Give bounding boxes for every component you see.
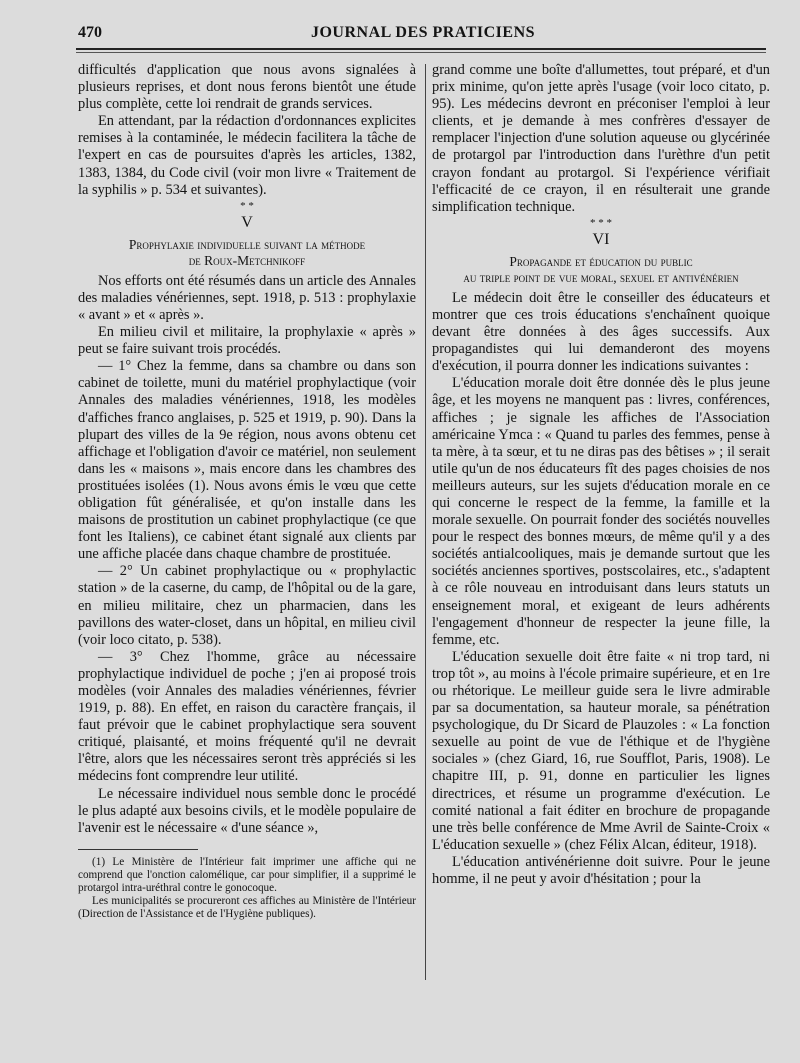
paragraph: Le nécessaire individuel nous semble donc le procédé le plus adapté aux besoins civils, et le modèle populaire de l'avenir est le nécessaire « d'une séance », xyxy=(78,785,416,836)
page-number: 470 xyxy=(78,24,102,41)
paragraph: En attendant, par la rédaction d'ordonnances explicites remises à la contaminée, le médecin facilitera la tâche de l'expert en cas de poursuites d'après les articles, 1382, 1383, 1384, du Code civil (voir mon livre « Traitement de la syphilis » p. 534 et suivantes). xyxy=(78,113,416,198)
paragraph: L'éducation antivénérienne doit suivre. Pour le jeune homme, il ne peut y avoir d'hésitation ; pour la xyxy=(432,853,770,888)
section-title-line-2: de Roux-Metchnikoff xyxy=(188,252,306,268)
column-divider xyxy=(425,64,426,980)
section-number: VI xyxy=(592,230,610,248)
section-title xyxy=(432,254,770,286)
paragraph: Nos efforts ont été résumés dans un article des Annales des maladies vénériennes, sept. 1918, p. 513 : prophylaxie « avant » et « après ». xyxy=(78,272,416,323)
section-stars: * * xyxy=(240,199,254,212)
journal-title: JOURNAL DES PRATICIENS xyxy=(310,24,536,41)
section-title-line-1: Propagande et éducation du public xyxy=(509,253,693,269)
footnote-text: (1) Le Ministère de l'Intérieur fait imprimer une affiche qui ne comprend que l'onction calomélique, car pour simplifier, il a supprimé le protargol intra-uréthral contre le gonocoque. xyxy=(78,855,416,894)
paragraph: L'éducation morale doit être donnée dès le plus jeune âge, et les moyens ne manquent pas : livres, conférences, affiches ; je signale les affiches de l'Association américaine Ymca : « Quand tu parles des femmes, pense à ta mère, à ta sœur, et tu ne diras pas des bêtises » ; il serait utile qu'un de nos éducateurs fît des pages choisies de nos meilleurs auteurs, sur les sujets d'éducation morale en ce qui concerne le respect de la femme, la famille et la morale sexuelle. On pourrait fonder des sociétés nouvelles pour le respect des bonnes mœurs, de même qu'il y a des sociétés antialcooliques, mais je demande surtout que les sociétés anciennes sportives, postscolaires, etc., s'adaptent à ce rôle nouveau en introduisant dans leurs statuts un enseignement moral, et exigeant de leurs adhérents l'engagement d'honneur de respecter la jeune fille, la femme, etc. xyxy=(432,375,770,648)
paragraph: difficultés d'application que nous avons signalées à plusieurs reprises, et dont nous ferons bientôt une étude plus complète, cette loi rendrait de grands services. xyxy=(78,62,416,113)
header-rule xyxy=(76,48,766,50)
paragraph: Le médecin doit être le conseiller des éducateurs et montrer que ces trois éducations s'enchaînent quoique devant être données à des âges successifs. Aux propagandistes qui lui demanderont des moyens d'exécution, il pourra donner les indications suivantes : xyxy=(432,289,770,375)
paragraph: En milieu civil et militaire, la prophylaxie « après » peut se faire suivant trois procédés. xyxy=(78,324,416,358)
paragraph: — 1° Chez la femme, dans sa chambre ou dans son cabinet de toilette, muni du matériel prophylactique (voir Annales des maladies vénériennes, 1918, les modèles d'affiches franco anglaises, p. 525 et 1919, p. 90). Dans la plupart des villes de la 9e région, nous avons obtenu cet affichage et l'obligation d'avoir ce matériel, non seulement dans les « maisons », mais encore dans les chambres des prostituées isolées (1). Nous avons émis le vœu que cette obligation fût généralisée, et qu'on installe dans les maisons de prostitution un cabinet prophylactique (ce que font les Italiens), ce cabinet étant signalé aux clients par une affiche placée dans chaque chambre de prostituée. xyxy=(78,358,416,563)
paragraph: — 2° Un cabinet prophylactique ou « prophylactic station » de la caserne, du camp, de l'hôpital ou de la gare, en milieu militaire, chez un pharmacien, dans les pavillons des water-closet, dans un hôpital, en milieu civil (voir loco citato, p. 538). xyxy=(78,563,416,648)
left-column xyxy=(78,62,416,921)
paragraph: — 3° Chez l'homme, grâce au nécessaire prophylactique individuel de poche ; j'en ai proposé trois modèles (voir Annales des maladies vénériennes, février 1919, p. 88). En effet, en raison du caractère français, il faut prévoir que le cabinet prophylactique sera souvent critiqué, plaisanté, et moins fréquenté qu'il ne devrait l'être, alors que les nécessaires seront très appréciés si les médecins font comprendre leur utilité. xyxy=(78,648,416,785)
header-rule-thin xyxy=(76,52,766,53)
section-stars: * * * xyxy=(590,216,612,229)
section-title-line-1: Prophylaxie individuelle suivant la méthode xyxy=(128,236,366,252)
paragraph: grand comme une boîte d'allumettes, tout préparé, et d'un prix minime, qu'on jette après l'usage (voir loco citato, p. 95). Les médecins devront en préconiser l'emploi à leur clients, et je demande à mes confrères d'essayer de remplacer l'injection d'une solution aqueuse ou glycérinée de protargol par l'introduction dans l'urèthre d'un petit crayon fondant au protargol. Si l'expérience vérifiait l'efficacité de ce crayon, il en résulterait une grande simplification technique. xyxy=(432,62,770,215)
footnote xyxy=(78,856,416,921)
section-number: V xyxy=(241,213,253,231)
page-header xyxy=(78,24,768,46)
section-title xyxy=(78,237,416,269)
paragraph: L'éducation sexuelle doit être faite « ni trop tard, ni trop tôt », au moins à l'école primaire supérieure, et en 1re ou rhétorique. Le meilleur guide sera le livre admirable par sa documentation, sa hauteur morale, sa pénétration psychologique, du Dr Sicard de Plauzoles : « La fonction sexuelle au point de vue de l'éthique et de l'hygiène sociales » (chez Giard, 16, rue Soufflot, Paris, 1908). Le chapitre III, p. 91, donne en particulier les lignes directrices, et résume un programme d'exécution. Le comité national a fait éditer en brochure de propagande une très belle conférence de Mme Avril de Sainte-Croix « L'éducation sexuelle » (chez Félix Alcan, éditeur, 1918). xyxy=(432,648,770,853)
footnote-rule xyxy=(78,849,198,850)
section-title-line-2: au triple point de vue moral, sexuel et antivénérien xyxy=(463,269,739,285)
footnote-text: Les municipalités se procureront ces affiches au Ministère de l'Intérieur (Direction de l'Assistance et de l'Hygiène publiques). xyxy=(78,894,416,920)
right-column xyxy=(432,62,770,888)
